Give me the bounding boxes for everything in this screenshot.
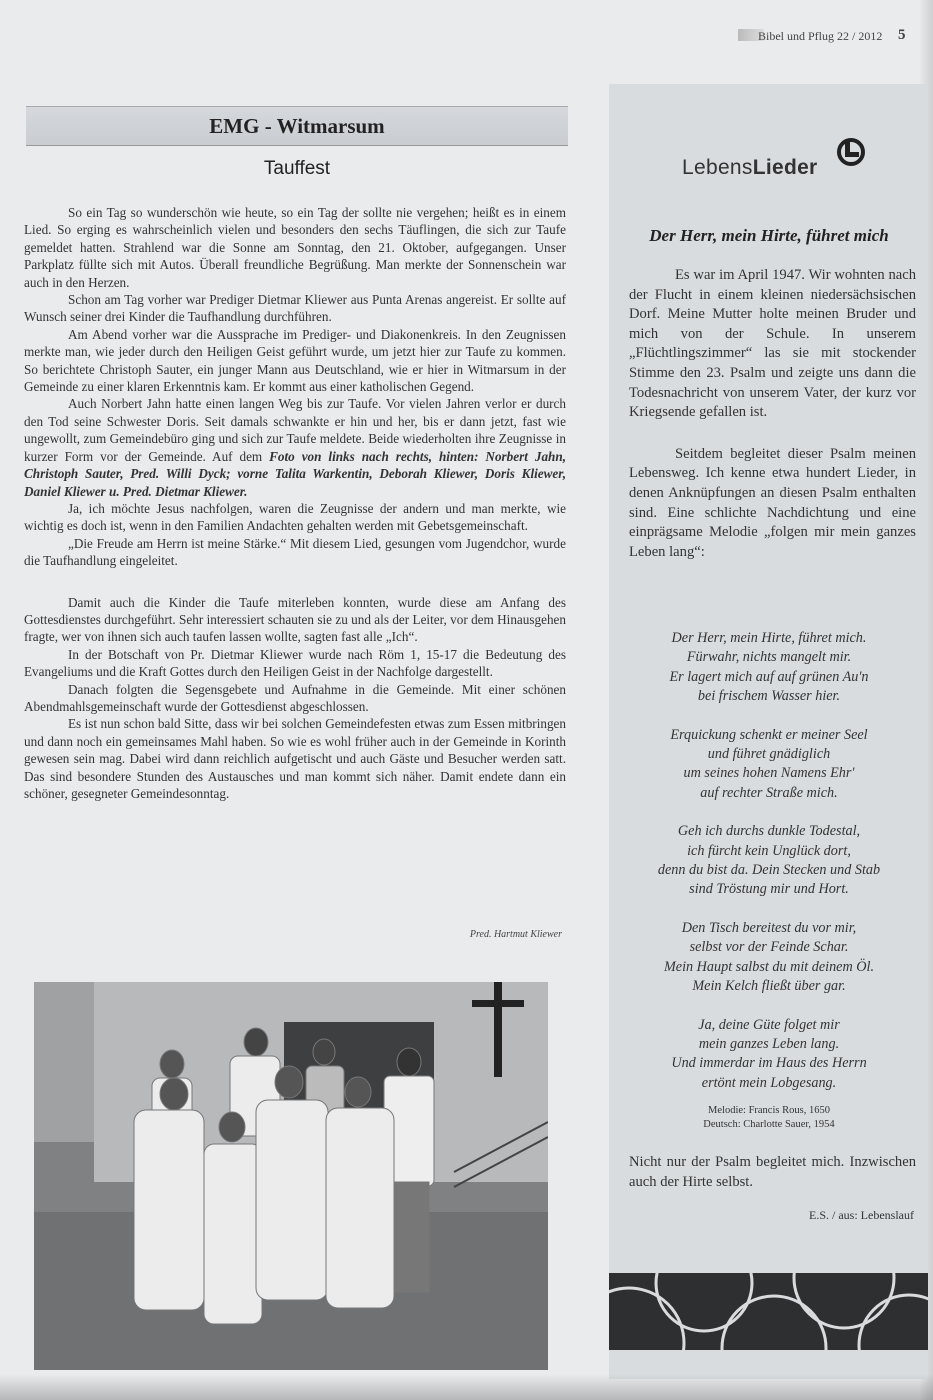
article-paragraph: Am Abend vorher war die Aussprache im Prediger- und Diakonenkreis. In den Zeugnissen merkte man, wie jeder durch den Heiligen Geist geführt wurde, um jetzt hier zur Taufe zu kommen. So berichtete Christoph Sauter, ein junger Mann aus Deutschland, wie er hier in Witmarsum in der Gemeinde zu einer klaren Erkenntnis kam. Er kommt aus einer katholischen Gegend. xyxy=(24,326,566,395)
article-paragraph-text: Auch Norbert Jahn hatte einen langen Weg bis zur Taufe. Vor vielen Jahren verlor er durch den Tod seine Schwester Doris. Seit damals schwankte er hin und her, bis er dann jetzt, fast wie ungewollt, zum Gemeindebüro ging und sich zur Taufe meldete. Beide wiederholten ihre Zeugnisse in kurzer Form vor der Gemeinde. Auf dem xyxy=(24,396,566,464)
sidebar-signoff: E.S. / aus: Lebenslauf xyxy=(809,1208,914,1222)
page-number: 5 xyxy=(898,27,906,43)
article-paragraph: Danach folgten die Segensgebete und Aufnahme in die Gemeinde. Mit einer schönen Abendmahlsgemeinschaft wurde der Gottesdienst abgeschlossen. xyxy=(24,681,566,714)
logo-text-light: Lebens xyxy=(682,156,753,179)
poem-line: selbst vor der Feinde Schar. xyxy=(689,939,849,956)
poem-line: Erquickung schenkt er meiner Seel xyxy=(670,726,868,743)
poem-line: Geh ich durchs dunkle Todestal, xyxy=(677,823,861,840)
poem-stanza xyxy=(619,726,919,804)
poem-line: Und immerdar im Haus des Herrn xyxy=(671,1055,867,1072)
poem-line: auf rechter Straße mich. xyxy=(700,784,838,801)
translation-credit: Deutsch: Charlotte Sauer, 1954 xyxy=(703,1119,835,1130)
logo-text xyxy=(682,156,818,180)
author-credit: Pred. Hartmut Kliewer xyxy=(469,929,562,940)
poem-line: Mein Kelch fließt über gar. xyxy=(692,978,846,995)
poem-line: um seines hohen Namens Ehr' xyxy=(683,765,855,782)
poem-stanza xyxy=(619,629,919,707)
photo-illustration xyxy=(34,982,548,1370)
article-title: Tauffest xyxy=(263,158,331,179)
poem-line: und führet gnädiglich xyxy=(707,746,831,763)
poem-line: Der Herr, mein Hirte, führet mich. xyxy=(671,630,867,646)
running-title: Bibel und Pflug 22 / 2012 xyxy=(758,29,883,43)
poem-line: ich fürcht kein Unglück dort, xyxy=(687,842,851,859)
article-body xyxy=(24,204,566,802)
article-paragraph: Es ist nun schon bald Sitte, dass wir bei solchen Gemeindefesten etwas zum Essen mitbringen und dann noch ein gemeinsames Mahl haben. So wie es wohl früher auch in der Gemeinde in Korinth gewesen sein mag. Dabei wird dann reichlich aufgetischt und auch Gäste und Besucher werden satt. Das sind besondere Stunden des Austausches und man kommt sich näher. Damit endete dann ein schöner, gesegneter Gemeindesonntag. xyxy=(24,716,566,801)
logo-mark-icon xyxy=(835,138,867,168)
article-paragraph: Ja, ich möchte Jesus nachfolgen, waren die Zeugnisse der andern und man merkte, wie wichtig es doch ist, wenn in den Familien Andachten gehalten werden mit Gebetsgemeinschaft. xyxy=(24,500,566,534)
article-paragraph: „Die Freude am Herrn ist meine Stärke.“ Mit diesem Lied, gesungen vom Jugendchor, wurde die Taufhandlung eingeleitet. xyxy=(24,535,566,569)
photo-caption: Foto von links nach rechts, hinten: Norbert Jahn, Christoph Sauter, Pred. Willi Dyck; vorne Talita Warkentin, Deborah Kliewer, Doris Kliewer, Daniel Kliewer u. Pred. Dietmar Kliewer. xyxy=(24,448,567,499)
section-title: EMG - Witmarsum xyxy=(209,114,385,138)
sidebar-intro xyxy=(629,266,916,562)
article-paragraph: Damit auch die Kinder die Taufe miterleben konnten, wurde diese am Anfang des Gottesdienstes durchgeführt. Sehr interessiert schauten sie zu und als der Leiter, vor dem Hinausgehen fragte, wer von ihnen sich auch taufen lassen wollte, sagten fast alle „Ich“. xyxy=(24,594,566,645)
poem-line: sind Tröstung mir und Hort. xyxy=(689,881,849,898)
poem-line: bei frischem Wasser hier. xyxy=(697,688,841,705)
poem-line: Ja, deine Güte folget mir xyxy=(698,1016,840,1033)
article-paragraph: In der Botschaft von Pr. Dietmar Kliewer wurde nach Röm 1, 15-17 die Bedeutung des Evangeliums und die Kraft Gottes durch den Heiligen Geist in der Nachfolge dargestellt. xyxy=(24,646,566,680)
song-title: Der Herr, mein Hirte, führet mich xyxy=(649,226,889,245)
poem-line: Mein Haupt salbst du mit deinem Öl. xyxy=(663,958,875,975)
song-credits xyxy=(619,1104,919,1132)
section-banner xyxy=(26,106,568,146)
article-paragraph xyxy=(24,395,566,499)
closing-paragraph: Nicht nur der Psalm begleitet mich. Inzwischen auch der Hirte selbst. xyxy=(629,1154,916,1190)
melody-credit: Melodie: Francis Rous, 1650 xyxy=(708,1105,830,1116)
poem-stanza xyxy=(619,919,919,997)
sidebar-closing xyxy=(629,1153,916,1192)
sidebar-paragraph: Seitdem begleitet dieser Psalm meinen Lebensweg. Ich kenne etwa hundert Lieder, in denen Anknüpfungen an diesen Psalm enthalten sind. Eine schlichte Nachdichtung und eine einprägsame Melodie „folgen mir mein ganzes Leben lang“: xyxy=(629,445,916,560)
article-paragraph: Schon am Tag vorher war Prediger Dietmar Kliewer aus Punta Arenas angereist. Er sollte auf Wunsch seiner drei Kinder die Taufhandlung durchführen. xyxy=(24,292,566,325)
poem-line: Er lagert mich auf auf grünen Au'n xyxy=(669,668,869,685)
running-header xyxy=(738,27,918,47)
poem-line: mein ganzes Leben lang. xyxy=(698,1035,840,1052)
decorative-band xyxy=(609,1273,928,1350)
sidebar-paragraph: Es war im April 1947. Wir wohnten nach der Flucht in einem kleinen niedersächsischen Dorf. Meine Mutter holte meinen Bruder und mich von der Schule. In unserem „Flüchtlingszimmer“ las sie mit stockender Stimme den 23. Psalm und zeigte uns dann die Todesnachricht von unserem Vater, der kurz vor Kriegsende gefallen ist. xyxy=(629,267,916,421)
poem-line: Fürwahr, nichts mangelt mir. xyxy=(686,649,852,666)
page-bottom-shadow xyxy=(0,1374,933,1400)
article-paragraph: So ein Tag so wunderschön wie heute, so ein Tag der sollte nie vergehen; heißt es in einem Lied. So erging es wahrscheinlich vielen und besonders den sechs Täuflingen, die sich zur Taufe gemeldet hatten. Strahlend war die Sonne am Sonntag, den 21. Oktober, aufgegangen. Unser Parkplatz füllte sich mit Autos. Überall freundliche Begrüßung. Man merkte der Sonnenschein war auch in den Herzen. xyxy=(24,205,566,290)
lebenslieder-logo xyxy=(682,138,882,182)
psalm-poem xyxy=(619,629,919,1112)
poem-stanza xyxy=(619,1016,919,1094)
poem-line: Den Tisch bereitest du vor mir, xyxy=(681,919,857,936)
poem-line: ertönt mein Lobgesang. xyxy=(701,1074,837,1091)
logo-text-bold: Lieder xyxy=(752,156,818,179)
poem-line: denn du bist da. Dein Stecken und Stab xyxy=(657,862,881,879)
baptism-group-photo xyxy=(34,982,548,1370)
decorative-rings xyxy=(609,1273,928,1350)
poem-stanza xyxy=(619,822,919,900)
